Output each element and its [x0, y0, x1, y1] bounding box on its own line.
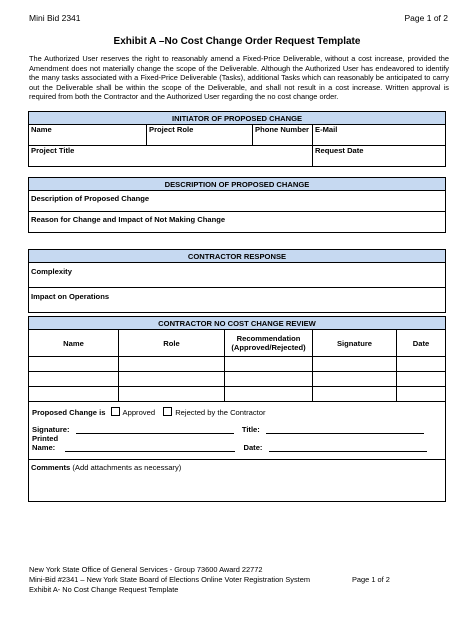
project-role-field[interactable]: Project Role: [147, 125, 253, 146]
email-field[interactable]: E-Mail: [313, 125, 446, 146]
footer-line-3: Exhibit A- No Cost Change Request Template: [29, 585, 179, 594]
complexity-field[interactable]: Complexity: [29, 263, 446, 288]
comments-label: Comments: [31, 463, 71, 472]
initiator-table: [28, 111, 446, 167]
column-header-signature: Signature: [313, 330, 397, 357]
review-heading: CONTRACTOR NO COST CHANGE REVIEW: [29, 317, 446, 330]
document-title: Exhibit A –No Cost Change Order Request Template: [113, 36, 361, 47]
cell[interactable]: [225, 387, 313, 402]
cell[interactable]: [119, 357, 225, 372]
approval-block: [29, 402, 446, 460]
cell[interactable]: [397, 372, 446, 387]
footer-line-2: Mini-Bid #2341 – New York State Board of Elections Online Voter Registration System: [29, 575, 310, 584]
table-row: [29, 387, 446, 402]
doc-id-header: Mini Bid 2341: [29, 13, 81, 23]
printed-label: Printed: [32, 434, 59, 443]
column-header-role: Role: [119, 330, 225, 357]
approved-label: Approved: [122, 408, 156, 417]
phone-field[interactable]: Phone Number: [253, 125, 313, 146]
name-field[interactable]: Name: [29, 125, 147, 146]
cell[interactable]: [313, 372, 397, 387]
cell[interactable]: [397, 387, 446, 402]
column-header-name: Name: [29, 330, 119, 357]
description-field[interactable]: Description of Proposed Change: [29, 191, 446, 212]
cell[interactable]: [397, 357, 446, 372]
cell[interactable]: [313, 387, 397, 402]
column-header-date: Date: [397, 330, 446, 357]
table-row: [29, 372, 446, 387]
description-table: [28, 177, 446, 233]
comments-note: (Add attachments as necessary): [72, 463, 182, 472]
date-label: Date:: [243, 443, 263, 452]
table-row: [29, 357, 446, 372]
signature-line[interactable]: [76, 426, 234, 434]
title-line[interactable]: [266, 426, 424, 434]
initiator-heading: INITIATOR OF PROPOSED CHANGE: [29, 112, 446, 125]
date-line[interactable]: [269, 444, 427, 452]
reason-field[interactable]: Reason for Change and Impact of Not Making Change: [29, 212, 446, 233]
comments-field[interactable]: [29, 460, 446, 502]
approved-checkbox[interactable]: [111, 407, 120, 416]
impact-field[interactable]: Impact on Operations: [29, 288, 446, 313]
rejected-label: Rejected by the Contractor: [175, 408, 266, 417]
column-header-recommendation: Recommendation (Approved/Rejected): [225, 330, 313, 357]
request-date-field[interactable]: Request Date: [313, 146, 446, 167]
cell[interactable]: [313, 357, 397, 372]
printed-name-line[interactable]: [65, 444, 235, 452]
footer-page-number: Page 1 of 2: [352, 575, 390, 584]
cell[interactable]: [29, 357, 119, 372]
footer-line-1: New York State Office of General Services - Group 73600 Award 22772: [29, 565, 263, 574]
title-label: Title:: [241, 425, 260, 434]
project-title-field[interactable]: Project Title: [29, 146, 313, 167]
contractor-response-heading: CONTRACTOR RESPONSE: [29, 250, 446, 263]
cell[interactable]: [29, 387, 119, 402]
signature-label: Signature:: [32, 425, 70, 434]
contractor-response-table: [28, 249, 446, 313]
cell[interactable]: [119, 372, 225, 387]
page-number-header: Page 1 of 2: [404, 13, 448, 23]
description-heading: DESCRIPTION OF PROPOSED CHANGE: [29, 178, 446, 191]
cell[interactable]: [119, 387, 225, 402]
rejected-checkbox[interactable]: [163, 407, 172, 416]
review-table: [28, 316, 446, 502]
cell[interactable]: [225, 357, 313, 372]
cell[interactable]: [225, 372, 313, 387]
name-label: Name:: [32, 443, 56, 452]
cell[interactable]: [29, 372, 119, 387]
intro-paragraph: The Authorized User reserves the right to reasonably amend a Fixed-Price Deliverable, without a cost increase, provided the Amendment does not materially change the scope of the Deliverable. Although the Authorized User has endeavored to identify the many tasks associated with a Fixed-Price Deliverable (Tasks), additional Tasks which can reasonably be anticipated to carry out the Deliverable shall be within the scope of the Deliverable, and shall not result in a cost increase. Written approval is required from both the Contractor and the Authorized User regarding the no cost change order.: [29, 54, 449, 102]
proposed-change-label: Proposed Change is: [32, 408, 106, 417]
